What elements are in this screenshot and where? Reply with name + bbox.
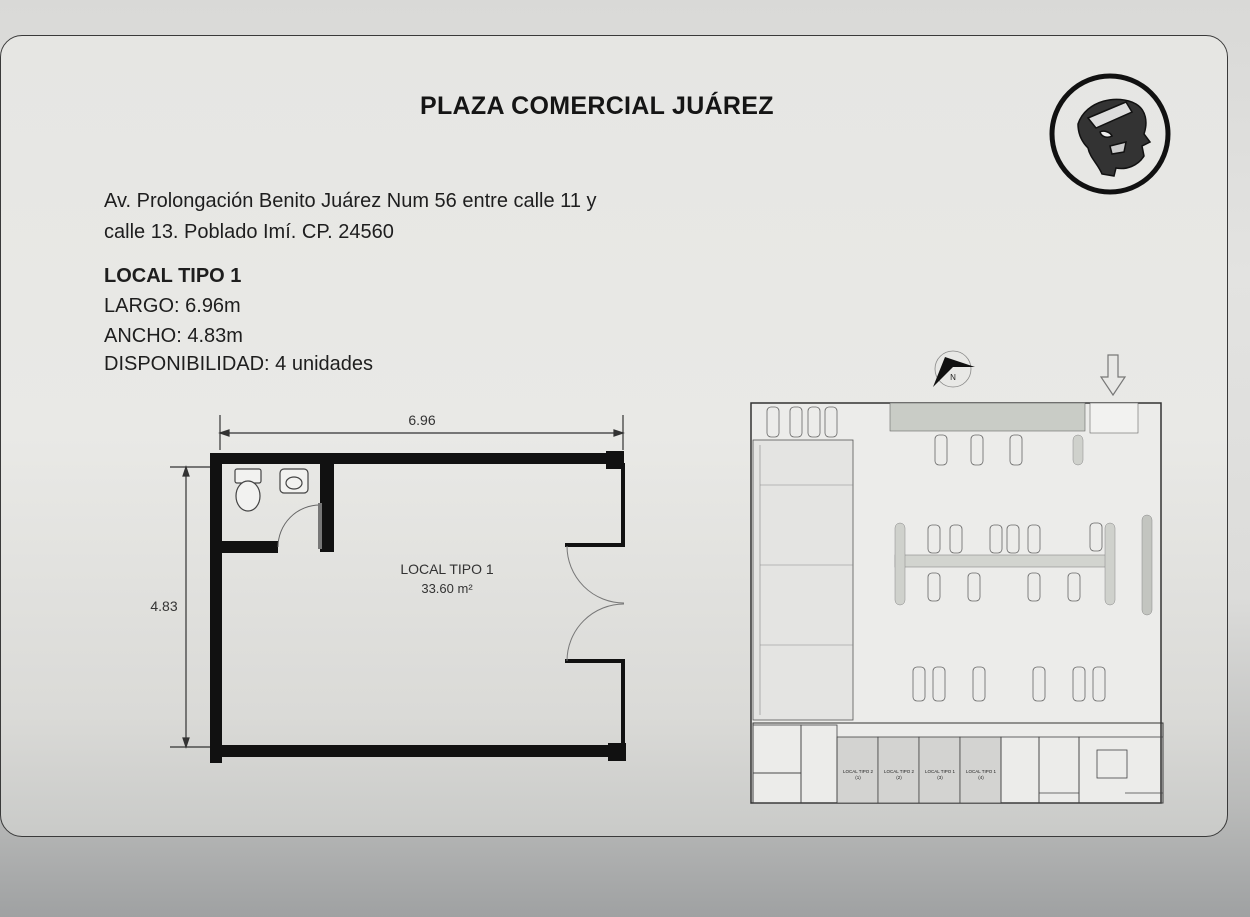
garden-strip (890, 403, 1085, 431)
room-label: LOCAL TIPO 1 (400, 561, 494, 577)
entrance-arrow-icon (1101, 355, 1125, 395)
toilet-icon (235, 469, 261, 511)
central-planter (895, 555, 1110, 567)
room-area: 33.60 m² (421, 581, 473, 596)
address-block (104, 186, 597, 248)
address-line-2: calle 13. Poblado Imí. CP. 24560 (104, 221, 394, 243)
bathroom-door-swing (278, 505, 320, 547)
document-title: PLAZA COMERCIAL JUÁREZ (420, 92, 774, 120)
unit-number: (2) (896, 775, 902, 780)
entrance-door-swing (567, 546, 624, 661)
availability-spec: DISPONIBILIDAD: 4 unidades (104, 353, 374, 375)
side-building (753, 440, 853, 720)
unit-number: (1) (855, 775, 861, 780)
unit-label: LOCAL TIPO 1 (924, 769, 956, 774)
width-spec: ANCHO: 4.83m (104, 325, 243, 347)
address-line-1: Av. Prolongación Benito Juárez Num 56 entre calle 11 y (104, 190, 597, 212)
site-plan (745, 345, 1165, 810)
north-arrow-icon (933, 351, 975, 387)
north-label: N (950, 373, 956, 382)
height-dimension-label: 4.83 (150, 598, 178, 614)
commercial-units-row (837, 737, 1001, 803)
unit-label: LOCAL TIPO 1 (965, 769, 997, 774)
unit-label: LOCAL TIPO 2 (883, 769, 915, 774)
length-spec: LARGO: 6.96m (104, 295, 241, 317)
unit-type-heading: LOCAL TIPO 1 (104, 265, 242, 287)
sink-icon (280, 469, 308, 493)
unit-label: LOCAL TIPO 2 (842, 769, 874, 774)
width-dimension-label: 6.96 (408, 412, 436, 428)
unit-floor-plan (140, 405, 640, 775)
unit-number: (3) (937, 775, 943, 780)
unit-walls (210, 451, 626, 763)
warrior-head-logo-icon (1048, 72, 1172, 196)
unit-number: (4) (978, 775, 984, 780)
